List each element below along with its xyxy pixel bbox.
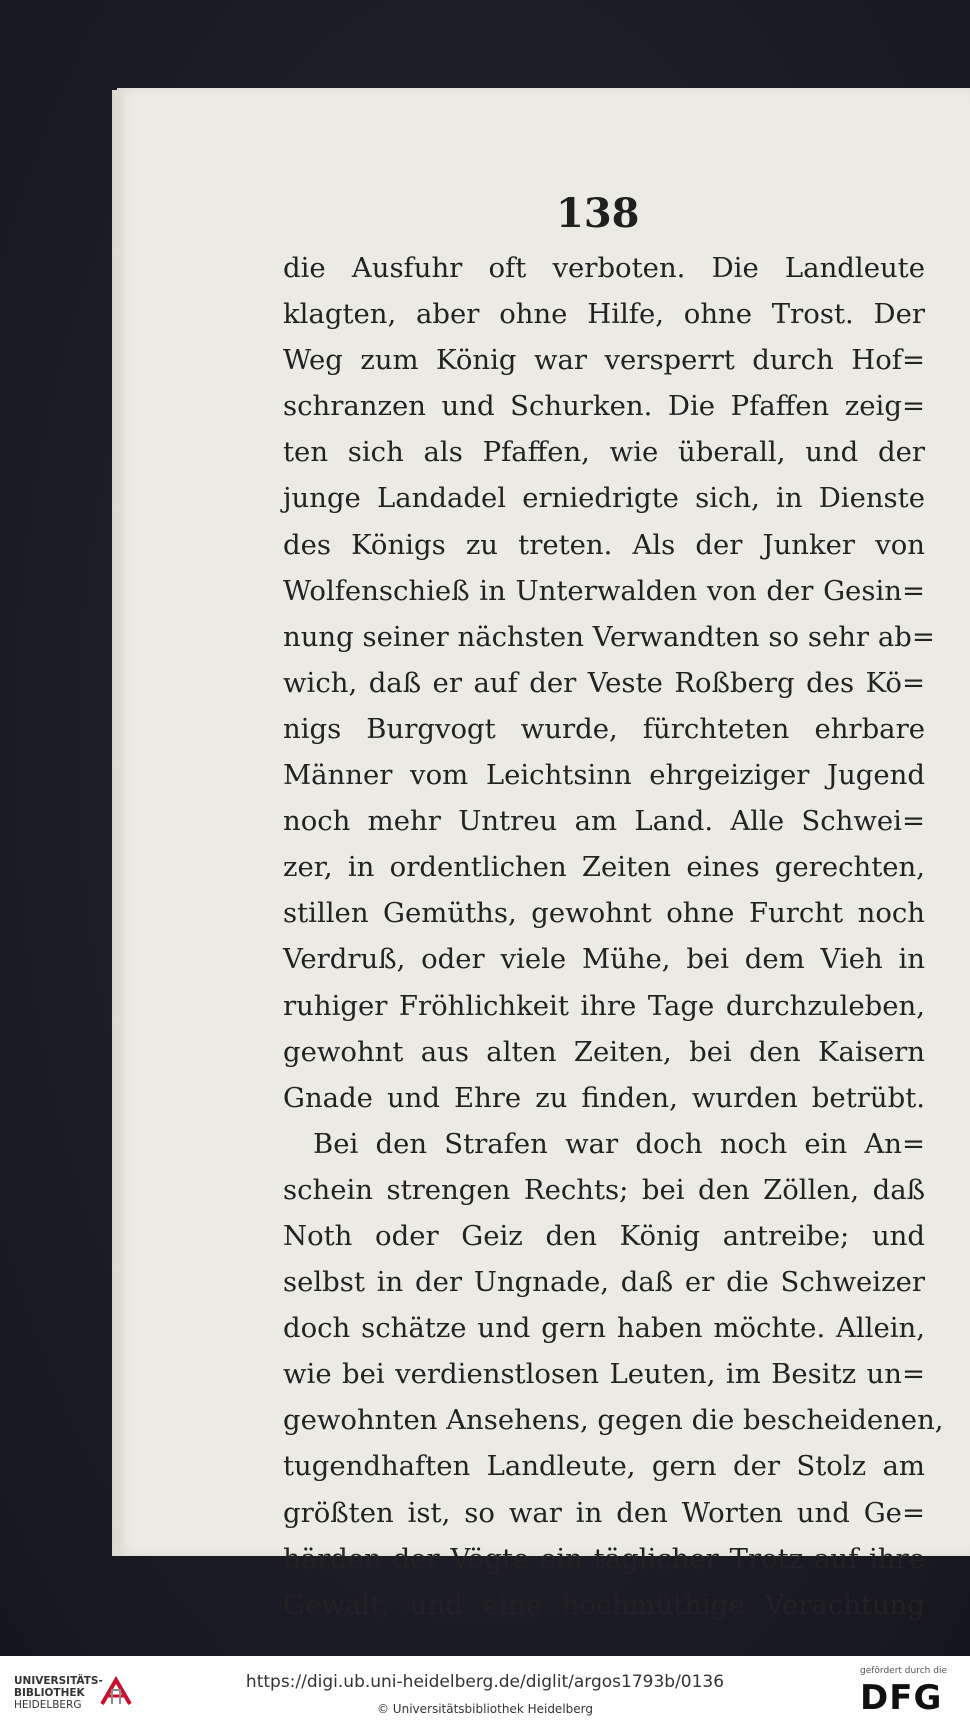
text-line: wich, daß er auf der Veste Roßberg des Kö=: [283, 666, 925, 699]
text-line: gewohnten Ansehens, gegen die bescheidenen,: [283, 1404, 944, 1437]
text-line: Bei den Strafen war doch noch ein An=: [313, 1127, 925, 1160]
text-line: junge Landadel erniedrigte sich, in Dienste: [283, 482, 925, 515]
text-line: stillen Gemüths, gewohnt ohne Furcht noch: [283, 897, 925, 930]
text-line: Verdruß, oder viele Mühe, bei dem Vieh in: [283, 943, 925, 976]
institution-line: BIBLIOTHEK: [14, 1687, 85, 1699]
page-number: 138: [556, 190, 640, 237]
text-line: Gewalt, und eine hochmüthige Verachtung: [283, 1588, 925, 1621]
text-line: zer, in ordentlichen Zeiten eines gerechten,: [283, 851, 925, 884]
text-line: Gnade und Ehre zu finden, wurden betrübt.: [283, 1081, 925, 1114]
text-line: ten sich als Pfaffen, wie überall, und der: [283, 436, 925, 469]
text-line: gewohnt aus alten Zeiten, bei den Kaisern: [283, 1035, 925, 1068]
funder-caption: gefördert durch die: [860, 1666, 947, 1676]
institution-line: HEIDELBERG: [14, 1699, 82, 1711]
page-text: [283, 245, 944, 1628]
text-line: ruhiger Fröhlichkeit ihre Tage durchzuleben,: [283, 989, 925, 1022]
text-line: klagten, aber ohne Hilfe, ohne Trost. Der: [283, 298, 925, 331]
text-line: die Ausfuhr oft verboten. Die Landleute: [283, 252, 925, 284]
text-line: Noth oder Geiz den König antreibe; und: [283, 1219, 925, 1252]
viewer-footer: [0, 1656, 970, 1727]
text-line: härden der Vögte ein täglicher Trotz auf ihre: [283, 1542, 925, 1575]
dfg-logo[interactable]: DFG: [860, 1678, 943, 1718]
text-line: des Königs zu treten. Als der Junker von: [283, 528, 925, 561]
copyright-notice: © Universitätsbibliothek Heidelberg: [376, 1702, 593, 1716]
text-line: Weg zum König war versperrt durch Hof=: [283, 344, 925, 377]
text-line: wie bei verdienstlosen Leuten, im Besitz un=: [283, 1358, 925, 1391]
text-line: selbst in der Ungnade, daß er die Schweizer: [283, 1266, 925, 1299]
text-line: nigs Burgvogt wurde, fürchteten ehrbare: [283, 712, 925, 745]
text-line: schein strengen Rechts; bei den Zöllen, daß: [283, 1173, 925, 1206]
text-line: nung seiner nächsten Verwandten so sehr ab=: [283, 620, 935, 653]
text-line: größten ist, so war in den Worten und Ge=: [283, 1496, 925, 1529]
institution-line: UNIVERSITÄTS-: [14, 1675, 103, 1687]
text-line: schranzen und Schurken. Die Pfaffen zeig=: [283, 390, 925, 423]
text-line: Männer vom Leichtsinn ehrgeiziger Jugend: [283, 759, 925, 792]
text-line: Wolfenschieß in Unterwalden von der Gesin=: [283, 574, 925, 607]
text-line: noch mehr Untreu am Land. Alle Schwei=: [283, 805, 925, 838]
text-line: doch schätze und gern haben möchte. Allein,: [283, 1312, 925, 1345]
text-line: tugendhaften Landleute, gern der Stolz am: [283, 1450, 925, 1483]
permalink-url[interactable]: https://digi.ub.uni-heidelberg.de/diglit/argos1793b/0136: [245, 1672, 725, 1692]
